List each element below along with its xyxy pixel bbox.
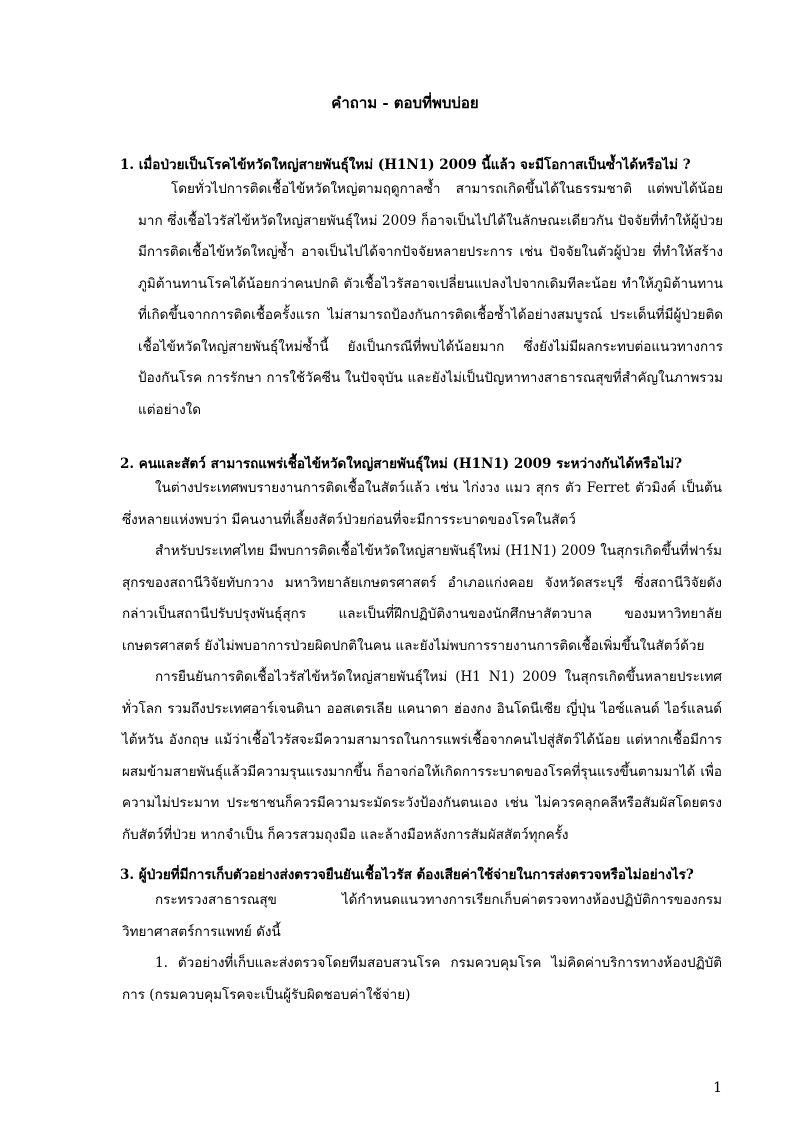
question-2-heading: 2. คนและสัตว์ สามารถแพร่เชื้อไข้หวัดใหญ่สายพันธุ์ใหม่ (H1N1) 2009 ระหว่างกันได้หรือไม่?: [120, 456, 683, 472]
page-number: 1: [713, 1080, 722, 1096]
answer-3-item-1: 1. ตัวอย่างที่เก็บและส่งตรวจโดยทีมสอบสวนโรค กรมควบคุมโรค ไม่คิดค่าบริการทางห้องปฏิบัติการ (กรมควบคุมโรคจะเป็นผู้รับผิดชอบค่าใช้จ่าย): [122, 955, 722, 1003]
question-1-heading: 1. เมื่อป่วยเป็นโรคไข้หวัดใหญ่สายพันธุ์ใหม่ (H1N1) 2009 นี้แล้ว จะมีโอกาสเป็นซ้ำได้หรือไม่ ?: [120, 157, 691, 173]
question-3-heading: 3. ผู้ป่วยที่มีการเก็บตัวอย่างส่งตรวจยืนยันเชื้อไวรัส ต้องเสียค่าใช้จ่ายในการส่งตรวจหรือไม่อย่างไร?: [120, 867, 694, 883]
page-title: คำถาม - ตอบที่พบบ่อย: [331, 94, 479, 112]
answer-1-paragraph-1: โดยทั่วไปการติดเชื้อไข้หวัดใหญ่ตามฤดูกาลซ้ำ สามารถเกิดขึ้นได้ในธรรมชาติ แต่พบได้น้อยมาก ซึ่งเชื้อไวรัสไข้หวัดใหญ่สายพันธุ์ใหม่ 2009 ก็อาจเป็นไปได้ในลักษณะเดียวกัน ปัจจัยที่ทำให้ผู้ป่วยมีการติดเชื้อไข้หวัดใหญ่ซ้ำ อาจเป็นไปได้จากปัจจัยหลายประการ เช่น ปัจจัยในตัวผู้ป่วย ที่ทำให้สร้างภูมิต้านทานโรคได้น้อยกว่าคนปกติ ตัวเชื้อไวรัสอาจเปลี่ยนแปลงไปจากเดิมทีละน้อย ทำให้ภูมิต้านทานที่เกิดขึ้นจากการติดเชื้อครั้งแรก ไม่สามารถป้องกันการติดเชื้อซ้ำได้อย่างสมบูรณ์ ประเด็นที่มีผู้ป่วยติดเชื้อไข้หวัดใหญ่สายพันธุ์ใหม่ซ้ำนี้ ยังเป็นกรณีที่พบได้น้อยมาก ซึ่งยังไม่มีผลกระทบต่อแนวทางการป้องกันโรค การรักษา การใช้วัคซีน ในปัจจุบัน และยังไม่เป็นปัญหาทางสาธารณสุขที่สำคัญในภาพรวม แต่อย่างใด: [138, 181, 723, 418]
answer-2-paragraph-1: ในต่างประเทศพบรายงานการติดเชื้อในสัตว์แล้ว เช่น ไก่งวง แมว สุกร ตัว Ferret ตัวมิงค์ เป็นต้น ซึ่งหลายแห่งพบว่า มีคนงานที่เลี้ยงสัตว์ป่วยก่อนที่จะมีการระบาดของโรคในสัตว์: [122, 480, 722, 528]
answer-2-paragraph-2: สำหรับประเทศไทย มีพบการติดเชื้อไข้หวัดใหญ่สายพันธุ์ใหม่ (H1N1) 2009 ในสุกรเกิดขึ้นที่ฟาร์มสุกรของสถานีวิจัยทับกวาง มหาวิทยาลัยเกษตรศาสตร์ อำเภอแก่งคอย จังหวัดสระบุรี ซึ่งสถานีวิจัยดังกล่าวเป็นสถานีปรับปรุงพันธุ์สุกร และเป็นที่ฝึกปฏิบัติงานของนักศึกษาสัตวบาล ของมหาวิทยาลัยเกษตรศาสตร์ ยังไม่พบอาการป่วยผิดปกติในคน และยังไม่พบการรายงานการติดเชื้อเพิ่มขึ้นในสัตว์ด้วย: [122, 543, 722, 654]
answer-3-paragraph-1: กระทรวงสาธารณสุข ได้กำหนดแนวทางการเรียกเก็บค่าตรวจทางห้องปฏิบัติการของกรมวิทยาศาสตร์การแพทย์ ดังนี้: [122, 892, 722, 940]
answer-2-paragraph-3: การยืนยันการติดเชื้อไวรัสไข้หวัดใหญ่สายพันธุ์ใหม่ (H1 N1) 2009 ในสุกรเกิดขึ้นหลายประเทศทั่วโลก รวมถึงประเทศอาร์เจนตินา ออสเตรเลีย แคนาดา ฮ่องกง อินโดนีเซีย ญี่ปุ่น ไอซ์แลนด์ ไอร์แลนด์ ไต้หวัน อังกฤษ แม้ว่าเชื้อไวรัสจะมีความสามารถในการแพร่เชื้อจากคนไปสู่สัตว์ได้น้อย แต่หากเชื้อมีการผสมข้ามสายพันธุ์แล้วมีความรุนแรงมากขึ้น ก็อาจก่อให้เกิดการระบาดของโรคที่รุนแรงขึ้นตามมาได้ เพื่อความไม่ประมาท ประชาชนก็ควรมีความระมัดระวังป้องกันตนเอง เช่น ไม่ควรคลุกคลีหรือสัมผัสโดยตรงกับสัตว์ที่ป่วย หากจำเป็น ก็ควรสวมถุงมือ และล้างมือหลังการสัมผัสสัตว์ทุกครั้ง: [122, 669, 722, 843]
